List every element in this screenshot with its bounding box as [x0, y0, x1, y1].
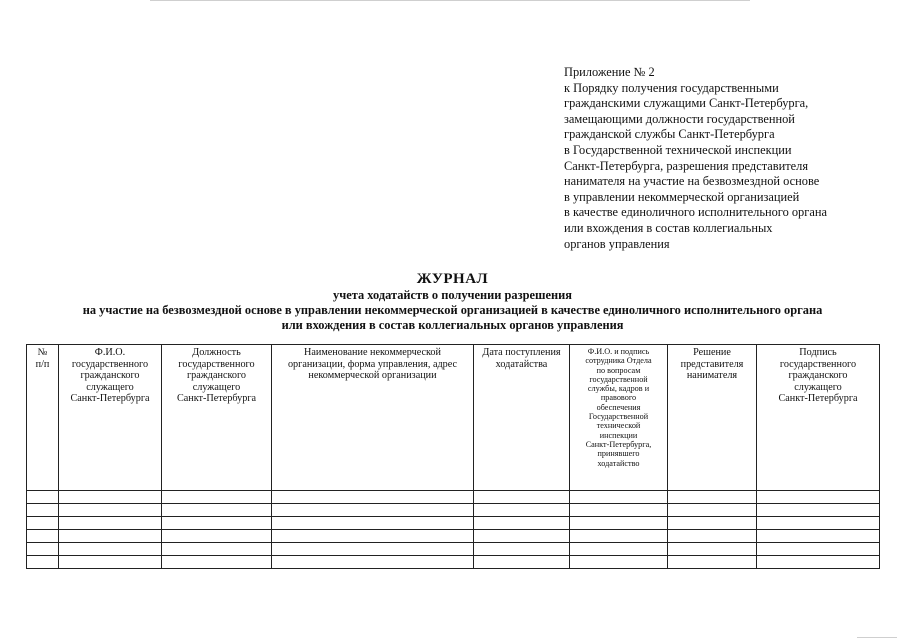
appendix-line: к Порядку получения государственными: [564, 80, 779, 95]
table-cell: [757, 556, 880, 569]
table-cell: [162, 530, 272, 543]
table-row: [27, 556, 880, 569]
appendix-line: замещающими должности государственной: [564, 111, 795, 126]
table-cell: [474, 556, 570, 569]
table-cell: [27, 556, 59, 569]
table-cell: [272, 517, 474, 530]
column-header-date: Дата поступления ходатайства: [474, 345, 570, 491]
table-cell: [570, 556, 668, 569]
appendix-line: в качестве единоличного исполнительного органа: [564, 205, 827, 220]
column-header-decision: Решение представителя нанимателя: [668, 345, 757, 491]
table-cell: [272, 504, 474, 517]
document-subtitle-line-2: на участие на безвозмездной основе в управлении некоммерческой организацией в качестве единоличного исполнительного органа: [82, 303, 823, 318]
table-cell: [162, 517, 272, 530]
table-cell: [474, 543, 570, 556]
table-cell: [668, 543, 757, 556]
table-cell: [668, 504, 757, 517]
page-top-edge: [150, 0, 750, 1]
appendix-line: Приложение № 2: [564, 65, 655, 79]
document-subtitle-line-3: или вхождения в состав коллегиальных органов управления: [281, 318, 624, 333]
table-row: [27, 530, 880, 543]
table-cell: [162, 491, 272, 504]
table-cell: [570, 517, 668, 530]
table-cell: [757, 530, 880, 543]
table-cell: [474, 504, 570, 517]
table-cell: [59, 517, 162, 530]
table-row: [27, 517, 880, 530]
document-subtitle-line-1: учета ходатайств о получении разрешения: [333, 288, 572, 302]
table-cell: [27, 530, 59, 543]
table-cell: [757, 491, 880, 504]
table-cell: [474, 517, 570, 530]
table-cell: [757, 517, 880, 530]
appendix-line: или вхождения в состав коллегиальных: [564, 220, 773, 235]
table-cell: [59, 491, 162, 504]
table-cell: [59, 504, 162, 517]
table-cell: [162, 543, 272, 556]
appendix-line: нанимателя на участие на безвозмездной основе: [564, 174, 820, 189]
table-cell: [27, 543, 59, 556]
table-cell: [570, 543, 668, 556]
table-header-row: [27, 345, 880, 491]
table-cell: [668, 530, 757, 543]
table-row: [27, 543, 880, 556]
appendix-line: гражданскими служащими Санкт-Петербурга,: [564, 96, 809, 111]
table-cell: [162, 504, 272, 517]
appendix-line: органов управления: [564, 236, 670, 251]
appendix-line: в управлении некоммерческой организацией: [564, 189, 800, 204]
table-row: [27, 491, 880, 504]
table-cell: [272, 543, 474, 556]
table-cell: [757, 543, 880, 556]
table-cell: [272, 530, 474, 543]
table-cell: [27, 491, 59, 504]
table-cell: [27, 517, 59, 530]
table-cell: [570, 491, 668, 504]
table-cell: [27, 504, 59, 517]
appendix-line: в Государственной технической инспекции: [564, 142, 792, 157]
table-cell: [570, 530, 668, 543]
column-header-fio: Ф.И.О. государственного гражданского служащего Санкт-Петербурга: [59, 345, 162, 491]
table-row: [27, 504, 880, 517]
table-cell: [668, 517, 757, 530]
column-header-signature: Подпись государственного гражданского служащего Санкт-Петербурга: [757, 345, 880, 491]
document-title: ЖУРНАЛ: [416, 271, 489, 287]
column-header-number: № п/п: [27, 345, 59, 491]
table-cell: [668, 556, 757, 569]
column-header-receiver: Ф.И.О. и подпись сотрудника Отдела по вопросам государственной службы, кадров и правового обеспечения Государственной технической инспекции Санкт-Петербурга, принявшего ходатайство: [570, 345, 668, 491]
table-cell: [162, 556, 272, 569]
journal-table: [26, 344, 880, 569]
column-header-position: Должность государственного гражданского служащего Санкт-Петербурга: [162, 345, 272, 491]
table-cell: [570, 504, 668, 517]
appendix-line: гражданской службы Санкт-Петербурга: [564, 127, 775, 142]
document-title-block: [0, 271, 905, 334]
appendix-line: Санкт-Петербурга, разрешения представителя: [564, 158, 809, 173]
table-cell: [59, 530, 162, 543]
table-cell: [474, 491, 570, 504]
table-cell: [59, 543, 162, 556]
column-header-organization: Наименование некоммерческой организации, форма управления, адрес некоммерческой организации: [272, 345, 474, 491]
appendix-note: [564, 65, 884, 252]
table-cell: [757, 504, 880, 517]
table-cell: [272, 556, 474, 569]
table-cell: [272, 491, 474, 504]
page-bottom-edge: [857, 637, 897, 638]
table-cell: [59, 556, 162, 569]
table-cell: [474, 530, 570, 543]
table-cell: [668, 491, 757, 504]
